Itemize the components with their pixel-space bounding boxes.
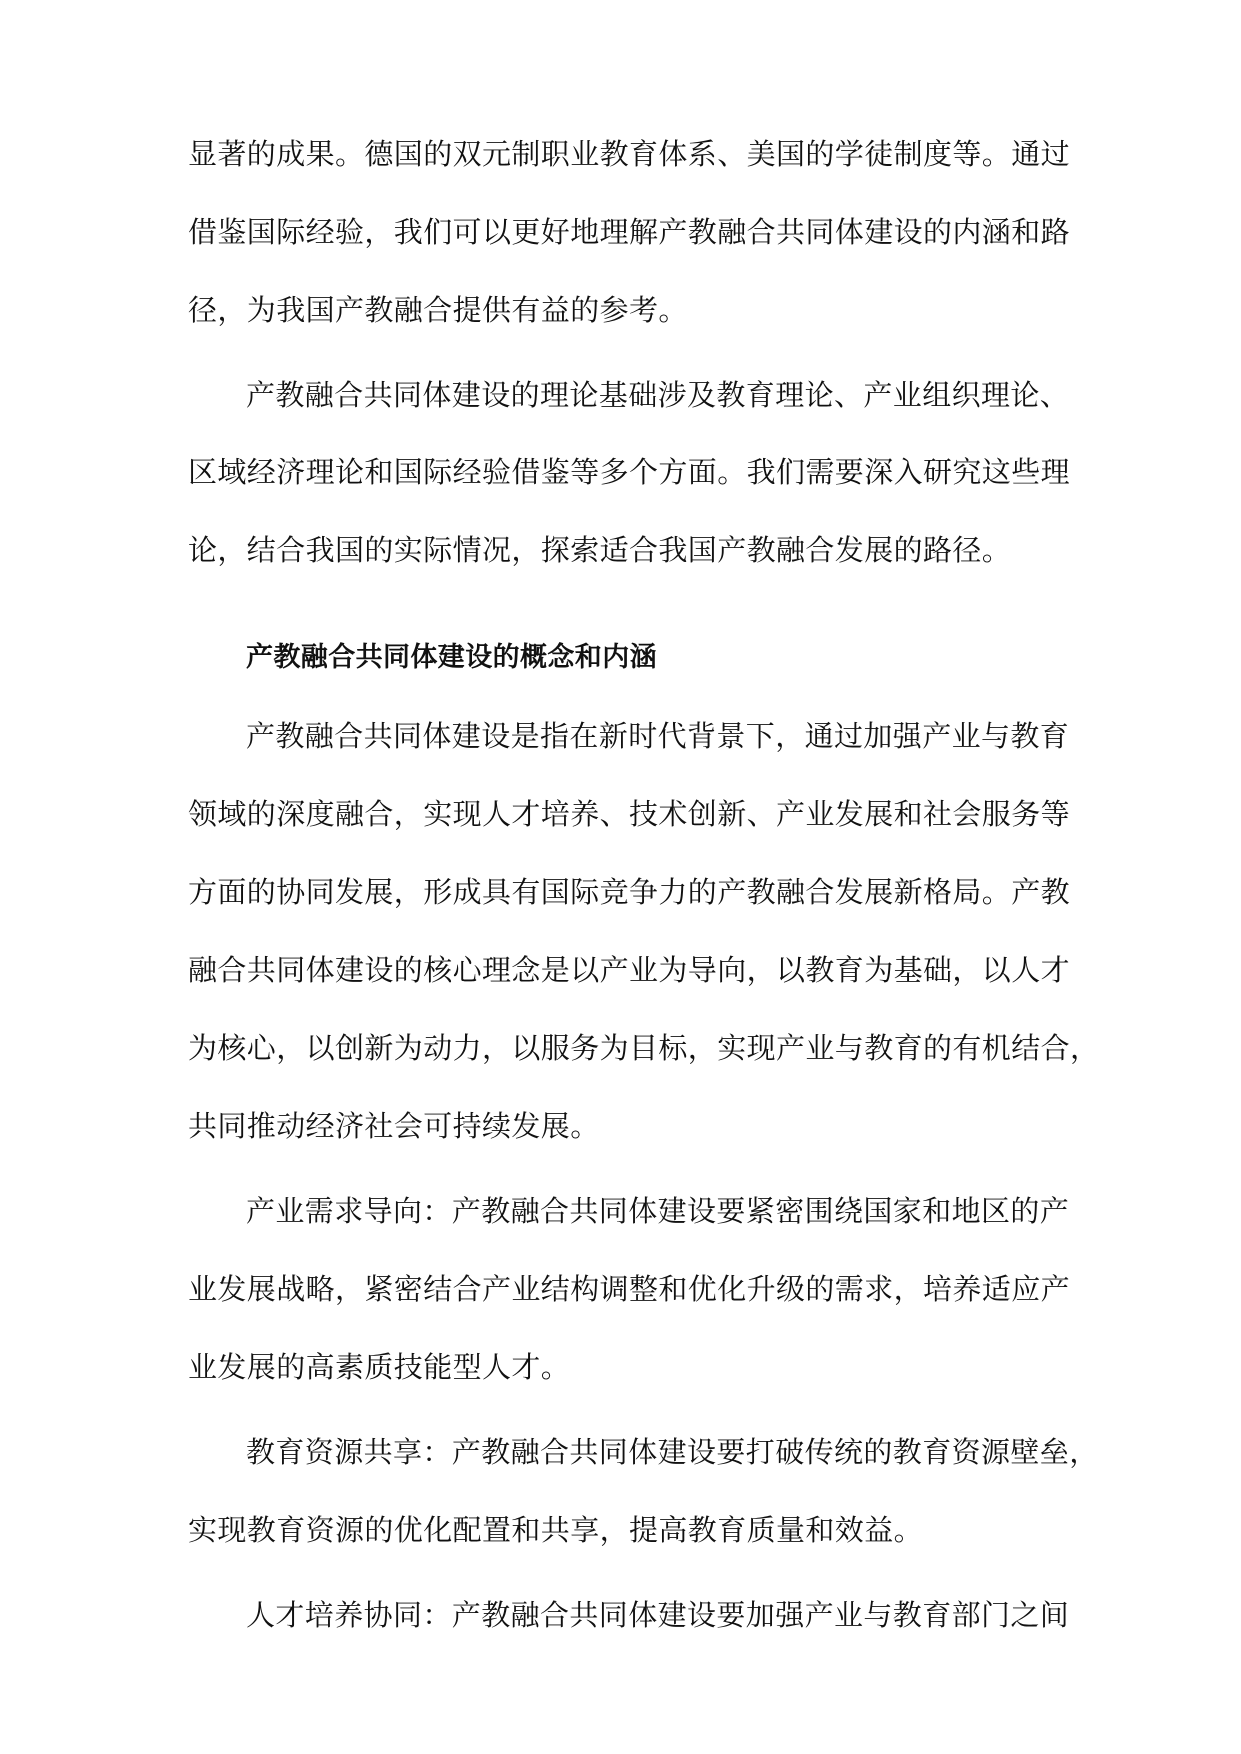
text-line: 径，为我国产教融合提供有益的参考。 [188, 293, 688, 327]
text-line: 区域经济理论和国际经验借鉴等多个方面。我们需要深入研究这些理 [188, 455, 1071, 489]
text-line: 领域的深度融合，实现人才培养、技术创新、产业发展和社会服务等 [188, 797, 1071, 831]
section-heading: 产教融合共同体建设的概念和内涵 [246, 642, 657, 673]
text-line: 显著的成果。德国的双元制职业教育体系、美国的学徒制度等。通过 [188, 137, 1071, 171]
paragraph-first-line: 产教融合共同体建设是指在新时代背景下，通过加强产业与教育 [246, 719, 1070, 753]
text-line: 借鉴国际经验，我们可以更好地理解产教融合共同体建设的内涵和路 [188, 215, 1071, 249]
paragraph-first-line: 人才培养协同：产教融合共同体建设要加强产业与教育部门之间 [246, 1598, 1070, 1632]
text-line: 实现教育资源的优化配置和共享，提高教育质量和效益。 [188, 1513, 924, 1547]
text-line: 方面的协同发展，形成具有国际竞争力的产教融合发展新格局。产教 [188, 875, 1071, 909]
paragraph-first-line: 产业需求导向：产教融合共同体建设要紧密围绕国家和地区的产 [246, 1194, 1070, 1228]
text-line: 论，结合我国的实际情况，探索适合我国产教融合发展的路径。 [188, 533, 1012, 567]
text-line: 业发展战略，紧密结合产业结构调整和优化升级的需求，培养适应产 [188, 1272, 1071, 1306]
text-line: 融合共同体建设的核心理念是以产业为导向，以教育为基础，以人才 [188, 953, 1071, 987]
text-line: 为核心，以创新为动力，以服务为目标，实现产业与教育的有机结合， [188, 1031, 1100, 1065]
paragraph-first-line: 教育资源共享：产教融合共同体建设要打破传统的教育资源壁垒， [246, 1435, 1099, 1469]
paragraph-first-line: 产教融合共同体建设的理论基础涉及教育理论、产业组织理论、 [246, 378, 1070, 412]
text-line: 共同推动经济社会可持续发展。 [188, 1109, 600, 1143]
text-line: 业发展的高素质技能型人才。 [188, 1350, 571, 1384]
